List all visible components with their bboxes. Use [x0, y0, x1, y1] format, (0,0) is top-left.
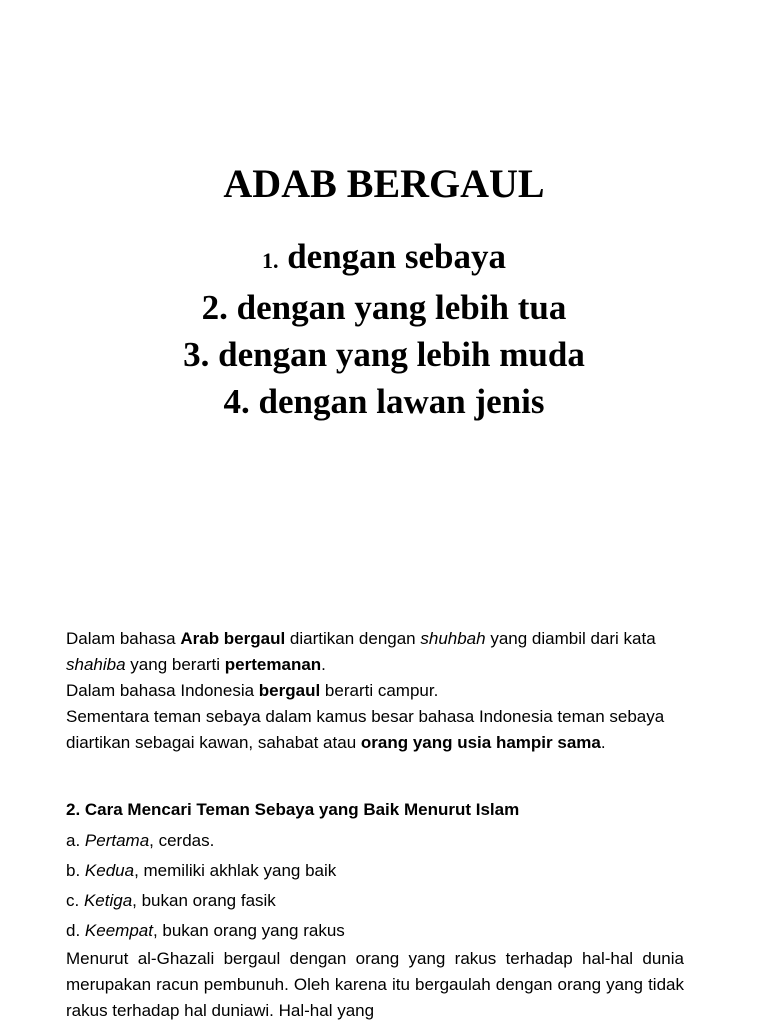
criteria-item [66, 886, 345, 916]
intro-paragraphs [66, 626, 696, 756]
topic-text: dengan lawan jenis [258, 382, 545, 421]
bold-term: Arab bergaul [180, 629, 286, 648]
topic-list [0, 233, 768, 425]
bold-term: pertemanan [224, 655, 322, 674]
closing-paragraph: Menurut al-Ghazali bergaul dengan orang yang rakus terhadap hal-hal dunia merupakan racun pembunuh. Oleh karena itu bergaulah dengan orang yang tidak rakus terhadap hal duniawi. Hal-hal yang [66, 949, 684, 1020]
criteria-list [66, 826, 345, 946]
criteria-item [66, 826, 345, 856]
topic-number: 3. [183, 335, 210, 374]
text-run: berarti campur. [320, 681, 439, 700]
topic-text: dengan sebaya [287, 237, 507, 276]
topic-item [0, 284, 768, 331]
criteria-item [66, 916, 345, 946]
italic-term: shuhbah [420, 629, 486, 648]
bold-term: bergaul [258, 681, 321, 700]
criteria-prefix: a. [66, 831, 85, 850]
topic-item [0, 331, 768, 378]
criteria-label: Keempat [84, 921, 153, 940]
topic-text: dengan yang lebih tua [236, 288, 567, 327]
topic-number: 4. [223, 382, 250, 421]
section-heading: 2. Cara Mencari Teman Sebaya yang Baik Menurut Islam [66, 800, 520, 819]
criteria-text: , bukan orang fasik [132, 891, 276, 910]
text-run: Dalam bahasa [66, 629, 181, 648]
criteria-text: , cerdas. [149, 831, 215, 850]
criteria-text: , bukan orang yang rakus [152, 921, 345, 940]
text-run: Sementara teman sebaya dalam kamus besar bahasa Indonesia teman sebaya diartikan sebagai kawan, sahabat atau [66, 707, 665, 752]
text-run: . [600, 733, 606, 752]
criteria-prefix: d. [66, 921, 85, 940]
italic-term: shahiba [66, 655, 126, 674]
criteria-label: Pertama [84, 831, 150, 850]
topic-item [0, 378, 768, 425]
bold-term: orang yang usia hampir sama [360, 733, 601, 752]
criteria-label: Kedua [84, 861, 135, 880]
criteria-label: Ketiga [83, 891, 133, 910]
text-run: yang diambil dari kata [485, 629, 656, 648]
text-run: Dalam bahasa Indonesia [66, 681, 259, 700]
text-run: yang berarti [125, 655, 225, 674]
topic-item [0, 233, 768, 284]
topic-text: dengan yang lebih muda [218, 335, 585, 374]
criteria-prefix: b. [66, 861, 85, 880]
topic-number: 2. [201, 288, 228, 327]
text-run: diartikan dengan [285, 629, 421, 648]
text-run: . [321, 655, 326, 674]
page-title: ADAB BERGAUL [223, 161, 545, 206]
intro-peer-definition [66, 704, 696, 756]
intro-indonesia-definition [66, 678, 696, 704]
topic-number: 1. [261, 248, 279, 273]
criteria-prefix: c. [66, 891, 84, 910]
criteria-text: , memiliki akhlak yang baik [134, 861, 337, 880]
intro-arab-definition [66, 626, 696, 678]
criteria-item [66, 856, 345, 886]
